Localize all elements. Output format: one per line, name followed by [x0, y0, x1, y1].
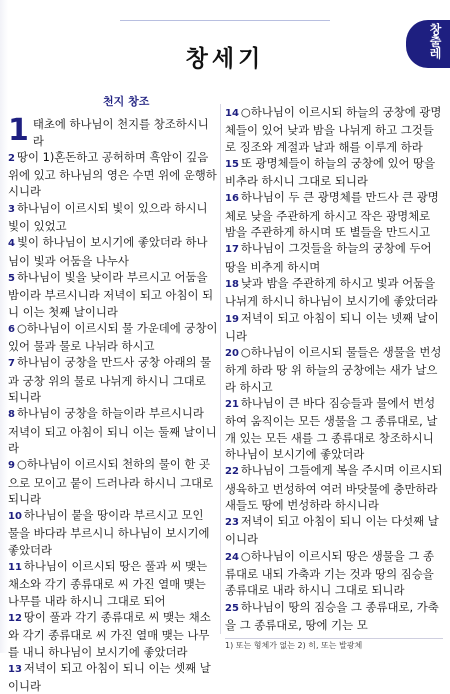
- verse: [225, 513, 443, 548]
- verse-number: 24: [225, 551, 239, 563]
- book-index-tab-label: 창출레: [428, 23, 442, 59]
- verse: [8, 234, 218, 269]
- verse-number: 13: [8, 663, 22, 675]
- verse: [8, 354, 218, 405]
- verse-number: 8: [8, 409, 15, 421]
- verse-text: 태초에 하나님이 천지를 창조하시니라: [32, 117, 209, 148]
- verse-text: ○하나님이 이르시되 천하의 물이 한 곳으로 모이고 뭍이 드러나라 하시니 그대로 되니라: [8, 457, 214, 506]
- verse-number: 14: [225, 108, 239, 119]
- verse: [8, 660, 218, 694]
- verse-number: 5: [8, 272, 15, 284]
- verse-number: 10: [8, 511, 22, 523]
- verse-text: 저녁이 되고 아침이 되니 이는 다섯째 날이니라: [225, 514, 439, 547]
- verse-text: ○하나님이 이르시되 물 가운데에 궁창이 있어 물과 물로 나뉘라 하시고: [8, 320, 218, 354]
- page-edge-shade: [0, 0, 8, 653]
- verse-text: 하나님이 이르시되 빛이 있으라 하시니 빛이 있었고: [8, 200, 208, 234]
- verse-text: 하나님이 뭍을 땅이라 부르시고 모인 물을 바다라 부르시니 하나님이 보시기에 좋았더라: [8, 508, 210, 557]
- book-title: 창세기: [185, 45, 265, 72]
- section-heading: 천지 창조: [103, 95, 150, 108]
- right-column: [225, 104, 443, 633]
- verse-number: 19: [225, 313, 239, 325]
- verse: [8, 456, 218, 507]
- verse-number: 9: [8, 460, 15, 472]
- verse: [8, 320, 218, 355]
- verse-text: 하나님이 두 큰 광명체를 만드사 큰 광명체로 낮을 주관하게 하시고 작은 광명체로 밤을 주관하게 하시며 또 별들을 만드시고: [225, 190, 439, 240]
- chapter-number: 1: [8, 113, 29, 149]
- verse-number: 16: [225, 193, 239, 205]
- verse-number: 21: [225, 399, 239, 411]
- verse-text: 하나님이 땅의 짐승을 그 종류대로, 가축을 그 종류대로, 땅에 기는 모: [225, 599, 439, 632]
- verse-number: 4: [8, 238, 15, 250]
- verse-number: 17: [225, 244, 239, 256]
- verse: [8, 507, 218, 558]
- verse-text: 땅이 1)혼돈하고 공허하며 흑암이 깊음 위에 있고 하나님의 영은 수면 위에 운행하시니라: [8, 149, 217, 199]
- verse-number: 12: [8, 612, 22, 624]
- verse-text: 하나님이 이르시되 땅은 풀과 씨 맺는 채소와 각기 종류대로 씨 가진 열매 맺는 나무를 내라 하시니 그대로 되어: [8, 559, 208, 608]
- header-rule: [120, 10, 330, 21]
- verse-text: 저녁이 되고 아침이 되니 이는 셋째 날이니라: [8, 660, 211, 694]
- verse: [225, 104, 443, 155]
- verse: [225, 240, 443, 275]
- verse-text: 저녁이 되고 아침이 되니 이는 넷째 날이니라: [225, 310, 439, 343]
- verse-number: 3: [8, 203, 15, 215]
- verse-text: 또 광명체들이 하늘의 궁창에 있어 땅을 비추라 하시니 그대로 되니라: [225, 155, 436, 189]
- verse: [225, 310, 443, 345]
- verse-text: 하나님이 궁창을 만드사 궁창 아래의 물과 궁창 위의 물로 나뉘게 하시니 그대로 되니라: [8, 355, 212, 405]
- verse-text: 낮과 밤을 주관하게 하시고 빛과 어둠을 나뉘게 하시니 하나님이 보시기에 좋았더라: [225, 275, 438, 309]
- verse-text: ○하나님이 이르시되 물들은 생물을 번성하게 하라 땅 위 하늘의 궁창에는 새가 날으라 하시고: [225, 345, 442, 394]
- verse: [225, 155, 443, 190]
- verse-number: 22: [225, 466, 239, 478]
- verse-text: 땅이 풀과 각기 종류대로 씨 맺는 채소와 각기 종류대로 씨 가진 열매 맺는 나무를 내니 하나님이 보시기에 좋았더라: [8, 609, 211, 659]
- verse: [225, 189, 443, 240]
- verse-number: 15: [225, 158, 239, 170]
- verse-text: ○하나님이 이르시되 하늘의 궁창에 광명체들이 있어 낮과 밤을 나뉘게 하고 그것들로 징조와 계절과 날과 해를 이루게 하라: [225, 105, 442, 154]
- verse: [225, 275, 443, 310]
- column-divider: [220, 104, 221, 634]
- verse-number: 11: [8, 562, 22, 574]
- verse: [8, 269, 218, 320]
- verse-number: 25: [225, 602, 239, 614]
- verse: [225, 599, 443, 634]
- verse-number: 6: [8, 323, 15, 335]
- verse-number: 2: [8, 152, 15, 164]
- verse-text: 하나님이 궁창을 하늘이라 부르시니라 저녁이 되고 아침이 되니 이는 둘째 날이니라: [8, 406, 217, 455]
- verse-1: [8, 113, 218, 149]
- left-column: [8, 95, 218, 694]
- verse: [225, 548, 443, 599]
- verse: [225, 395, 443, 462]
- verse-text: 빛이 하나님이 보시기에 좋았더라 하나님이 빛과 어둠을 나누사: [8, 235, 208, 268]
- verse-text: 하나님이 빛을 낮이라 부르시고 어둠을 밤이라 부르시니라 저녁이 되고 아침이 되니 이는 첫째 날이니라: [8, 269, 214, 319]
- verse-number: 23: [225, 517, 239, 529]
- verse: [8, 149, 218, 200]
- verse-number: 18: [225, 278, 239, 290]
- verse-text: ○하나님이 이르시되 땅은 생물을 그 종류대로 내되 가축과 기는 것과 땅의 짐승을 종류대로 내라 하시니 그대로 되니라: [225, 548, 435, 598]
- verse: [225, 344, 443, 395]
- footnote: 1) 또는 형체가 없는 2) 히, 또는 발광체: [225, 638, 443, 651]
- verse-number: 20: [225, 348, 239, 360]
- verse: [8, 200, 218, 235]
- verse-text: 하나님이 그것들을 하늘의 궁창에 두어 땅을 비추게 하시며: [225, 241, 432, 274]
- verse: [8, 405, 218, 456]
- verse: [8, 609, 218, 660]
- verse-text: 하나님이 그들에게 복을 주시며 이르시되 생육하고 번성하여 여러 바닷물에 충만하라 새들도 땅에 번성하라 하시니라: [225, 463, 443, 512]
- verse-text: 하나님이 큰 바다 짐승들과 물에서 번성하여 움직이는 모든 생물을 그 종류대로, 날개 있는 모든 새를 그 종류대로 창조하시니 하나님이 보시기에 좋았더라: [225, 396, 438, 461]
- verse: [8, 558, 218, 609]
- verse: [225, 462, 443, 513]
- verse-number: 7: [8, 358, 15, 370]
